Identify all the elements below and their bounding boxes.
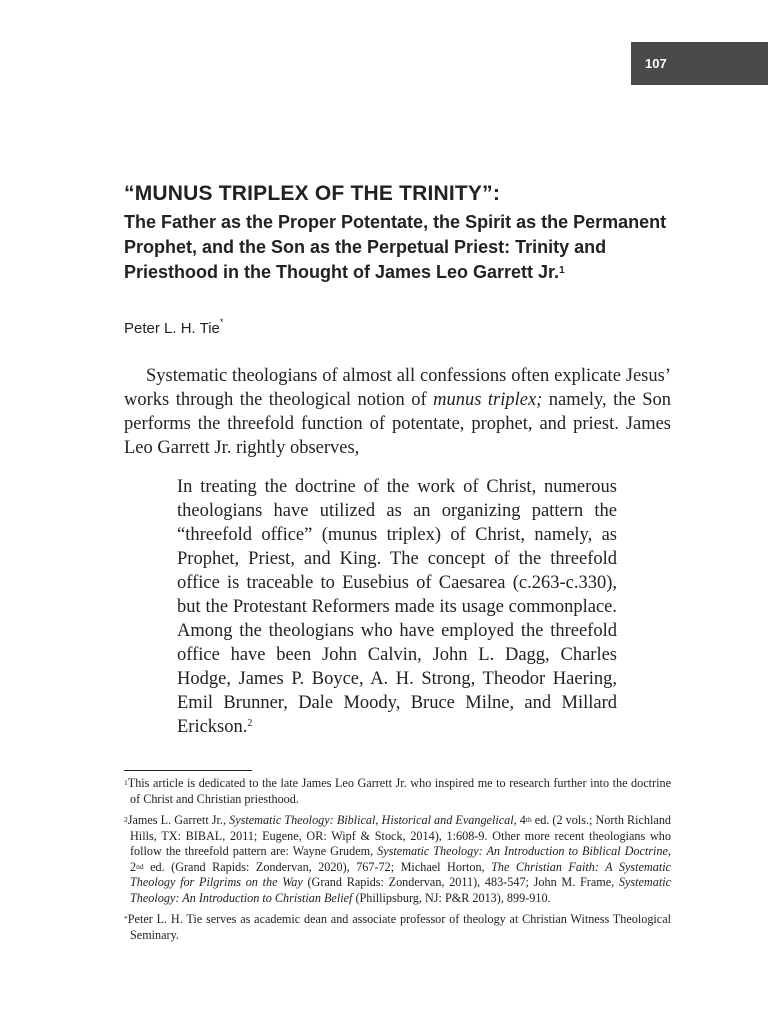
footnotes-section <box>124 776 671 949</box>
page-number-tab <box>631 42 768 85</box>
article-subtitle-text: The Father as the Proper Potentate, the Spirit as the Permanent Prophet, and the Son as the Perpetual Priest: Trinity and Priesthood in the Thought of James Leo Garrett Jr. <box>124 212 667 282</box>
footnote-2 <box>124 813 671 906</box>
article-title-block <box>124 180 684 285</box>
author-name: Peter L. H. Tie <box>124 320 220 337</box>
page-number: 107 <box>645 56 667 71</box>
footnote-marker: 1 <box>124 778 128 787</box>
footnote-1 <box>124 776 671 807</box>
citation-title: Systematic Theology: An Introduction to Biblical Doctrine, <box>377 844 671 858</box>
footnote-marker: 2 <box>124 815 128 824</box>
footnote-text: ed. (Grand Rapids: Zondervan, 2020), 767-72; Michael Horton, <box>143 859 492 874</box>
citation-title: The Christian Faith: A Systematic Theology for Pilgrims on the Way <box>130 859 671 889</box>
footnote-ref-2[interactable]: 2 <box>247 718 253 729</box>
author-line <box>124 317 224 337</box>
citation-title: Systematic Theology: Biblical, Historical and Evangelical, <box>229 813 517 827</box>
body-text-part-1: Systematic theologians of almost all confessions often explicate Jesus’ works through the theological notion of <box>124 366 671 410</box>
footnote-divider <box>124 770 252 771</box>
citation-title: Systematic Theology: An Introduction to Christian Belief <box>130 875 672 905</box>
footnote-text: This article is dedicated to the late James Leo Garrett Jr. who inspired me to research further into the doctrine of Christ and Christian priesthood. <box>127 776 671 806</box>
block-quote <box>177 475 617 739</box>
body-text-italic-term: munus triplex; <box>433 390 543 410</box>
ordinal-suffix: th <box>525 815 532 824</box>
article-title: “MUNUS TRIPLEX OF THE TRINITY”: <box>124 182 501 205</box>
footnote-author <box>124 912 671 943</box>
footnote-text: James L. Garrett Jr., <box>127 813 230 827</box>
body-paragraph <box>124 364 671 460</box>
footnote-ref-1[interactable]: 1 <box>559 265 565 276</box>
footnote-text: Peter L. H. Tie serves as academic dean and associate professor of theology at Christian Witness Theological Seminary. <box>127 912 671 942</box>
footnote-text: (Phillipsburg, NJ: P&R 2013), 899-910. <box>352 890 551 905</box>
body-text-part-2: namely, the Son performs the threefold function of potentate, prophet, and priest. James Leo Garrett Jr. rightly observes, <box>124 390 671 458</box>
article-subtitle <box>124 210 684 285</box>
footnote-ref-author[interactable]: * <box>219 317 224 327</box>
footnote-marker: * <box>124 914 128 923</box>
block-quote-text: In treating the doctrine of the work of Christ, numerous theologians have utilized as an organizing pattern the “threefold office” (munus triplex) of Christ, namely, as Prophet, Priest, and King. The concept of the threefold office is traceable to Eusebius of Caesarea (c.263-c.330), but the Protestant Reformers made its usage commonplace. Among the theologians who have employed the threefold office have been John Calvin, John L. Dagg, Charles Hodge, James P. Boyce, A. H. Strong, Theodor Haering, Emil Brunner, Dale Moody, Bruce Milne, and Millard Erickson. <box>177 477 617 737</box>
footnote-text: 2 <box>130 859 137 874</box>
footnote-text: 4 <box>516 813 526 827</box>
footnote-text: ed. (2 vols.; North Richland Hills, TX: BIBAL, 2011; Eugene, OR: Wipf & Stock, 2014), 1:608-9. Other more recent theologians who follow the threefold pattern are: Wayne Grudem, <box>130 813 672 858</box>
ordinal-suffix: nd <box>136 861 144 871</box>
footnote-text: (Grand Rapids: Zondervan, 2011), 483-547; John M. Frame, <box>302 875 619 889</box>
